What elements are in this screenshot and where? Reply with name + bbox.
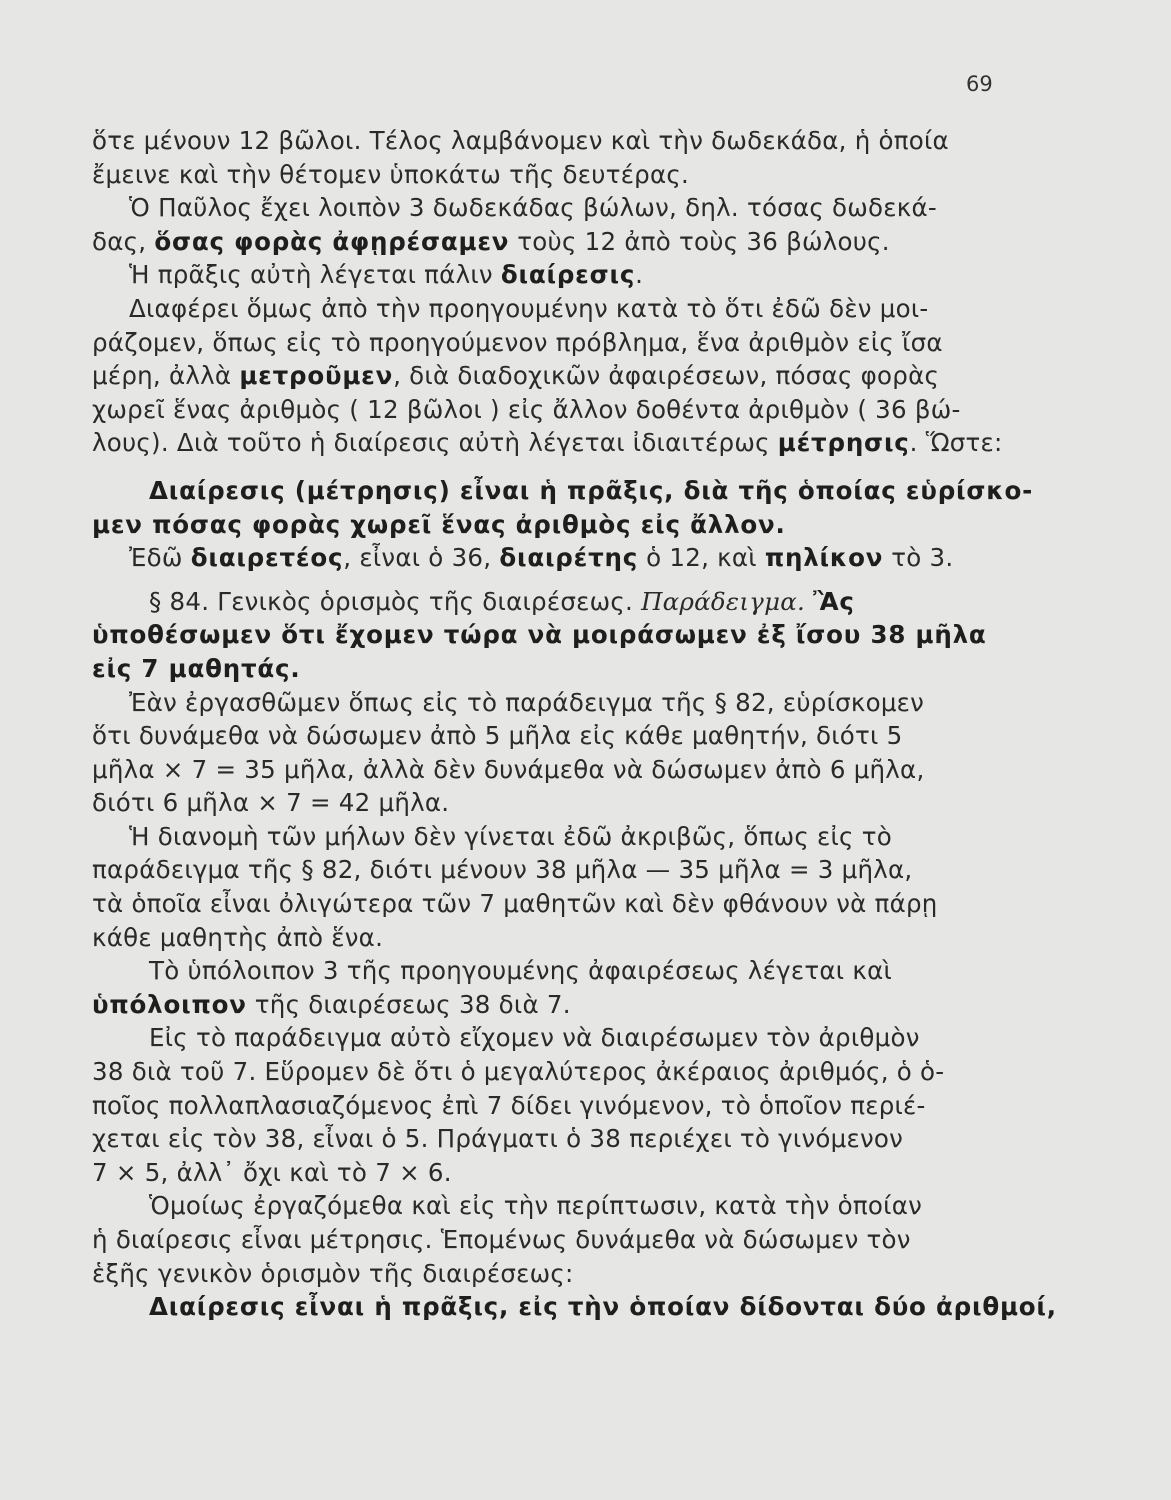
text-line bbox=[92, 1122, 1000, 1156]
line-text: ὅτε μένουν 12 βῶλοι. Τέλος λαμβάνομεν καὶ τὴν δωδεκάδα, ἡ ὁποία bbox=[92, 126, 949, 155]
bold-term: ὑπόλοιπον bbox=[92, 989, 247, 1019]
line-text: τοὺς 12 ἀπὸ τοὺς 36 βώλους. bbox=[509, 226, 890, 256]
page-text bbox=[92, 124, 1057, 1324]
line-text: ἑξῆς γενικὸν ὁρισμὸν τῆς διαιρέσεως: bbox=[92, 1258, 574, 1288]
definition-text: Διαίρεσις εἶναι ἡ πρᾶξις, εἰς τὴν ὁποίαν δίδονται δύο ἀριθμοί, bbox=[149, 1292, 1057, 1322]
line-text: , διὰ διαδοχικῶν ἀφαιρέσεων, πόσας φορὰς bbox=[393, 361, 940, 391]
definition-line bbox=[92, 1290, 1057, 1324]
line-text: λους). Διὰ τοῦτο ἡ διαίρεσις αὐτὴ λέγεται ἰδιαιτέρως bbox=[92, 428, 778, 458]
definition-line bbox=[92, 474, 1034, 508]
definition-text: Διαίρεσις (μέτρησις) εἶναι ἡ πρᾶξις, διὰ τῆς ὁποίας εὑρίσκο- bbox=[149, 475, 1034, 505]
text-line bbox=[92, 719, 1000, 753]
line-text: χωρεῖ ἕνας ἀριθμὸς ( 12 βῶλοι ) εἰς ἄλλον δοθέντα ἀριθμὸν ( 36 βώ- bbox=[92, 394, 961, 424]
line-text: Ὁμοίως ἐργαζόμεθα καὶ εἰς τὴν περίπτωσιν, κατὰ τὴν ὁποίαν bbox=[149, 1191, 923, 1221]
line-text: τὰ ὁποῖα εἶναι ὀλιγώτερα τῶν 7 μαθητῶν καὶ δὲν φθάνουν νὰ πάρῃ bbox=[92, 889, 938, 919]
definition-line bbox=[92, 508, 1000, 542]
bold-term: διαιρετέος bbox=[190, 543, 344, 573]
text-line bbox=[92, 541, 1000, 575]
bold-term: μέτρησις bbox=[777, 428, 910, 458]
text-line bbox=[92, 326, 1000, 360]
text-line bbox=[92, 191, 1000, 225]
line-text: ὑποθέσωμεν ὅτι ἔχομεν τώρα νὰ μοιράσωμεν ἐξ ἴσου 38 μῆλα bbox=[92, 620, 987, 650]
line-text: Ἡ πρᾶξις αὐτὴ λέγεται πάλιν bbox=[129, 260, 501, 290]
text-line bbox=[92, 1055, 1000, 1089]
line-text: Ἐὰν ἐργασθῶμεν ὅπως εἰς τὸ παράδειγμα τῆς § 82, εὑρίσκομεν bbox=[129, 687, 925, 717]
line-text: παράδειγμα τῆς § 82, διότι μένουν 38 μῆλα — 35 μῆλα = 3 μῆλα, bbox=[92, 855, 913, 885]
line-text: ὁ 12, καὶ bbox=[638, 543, 765, 573]
line-text: Ἐδῶ bbox=[129, 543, 191, 573]
line-text: Τὸ ὑπόλοιπον 3 τῆς προηγουμένης ἀφαιρέσεως λέγεται καὶ bbox=[149, 956, 893, 986]
text-line bbox=[92, 258, 1000, 292]
text-line bbox=[92, 1223, 1000, 1257]
page-number: 69 bbox=[966, 72, 993, 96]
line-text: 7 × 5, ἀλλ᾽ ὄχι καὶ τὸ 7 × 6. bbox=[92, 1157, 452, 1187]
definition-text: μεν πόσας φορὰς χωρεῖ ἕνας ἀριθμὸς εἰς ἄλλον. bbox=[92, 509, 786, 539]
line-text: ράζομεν, ὅπως εἰς τὸ προηγούμενον πρόβλημα, ἕνα ἀριθμὸν εἰς ἴσα bbox=[92, 327, 943, 357]
text-line bbox=[92, 124, 1000, 158]
text-line bbox=[92, 686, 1000, 720]
line-text: ἔμεινε καὶ τὴν θέτομεν ὑποκάτω τῆς δευτέρας. bbox=[92, 159, 690, 189]
line-text: ἡ διαίρεσις εἶναι μέτρησις. Ἑπομένως δυνάμεθα νὰ δώσωμεν τὸν bbox=[92, 1225, 911, 1254]
text-line bbox=[92, 1021, 1000, 1055]
line-text: εἰς 7 μαθητάς. bbox=[92, 653, 301, 683]
line-text: 38 διὰ τοῦ 7. Εὕρομεν δὲ ὅτι ὁ μεγαλύτερος ἀκέραιος ἀριθμός, ὁ ὁ- bbox=[92, 1057, 945, 1087]
line-text: . Ὥστε: bbox=[909, 428, 1003, 458]
text-line bbox=[92, 393, 1000, 427]
text-line bbox=[92, 652, 1000, 686]
bold-term: πηλίκον bbox=[764, 543, 884, 573]
italic-term: Παράδειγμα. bbox=[641, 586, 806, 616]
bold-term: διαίρεσις bbox=[500, 260, 636, 290]
line-text: τὸ 3. bbox=[883, 543, 954, 573]
section-title: § 84. Γενικὸς ὁρισμὸς τῆς διαιρέσεως. bbox=[149, 586, 642, 616]
text-line bbox=[92, 1156, 1000, 1190]
bold-term: ὅσας φορὰς ἀφῃρέσαμεν bbox=[154, 226, 510, 256]
text-line bbox=[92, 292, 1000, 326]
line-text: δας, bbox=[92, 226, 155, 256]
line-text: χεται εἰς τὸν 38, εἶναι ὁ 5. Πράγματι ὁ 38 περιέχει τὸ γινόμενον bbox=[92, 1124, 904, 1154]
text-line bbox=[92, 887, 1000, 921]
line-text: μέρη, ἀλλὰ bbox=[92, 361, 240, 391]
text-line bbox=[92, 820, 1000, 854]
line-text: μῆλα × 7 = 35 μῆλα, ἀλλὰ δὲν δυνάμεθα νὰ δώσωμεν ἀπὸ 6 μῆλα, bbox=[92, 754, 925, 784]
text-line bbox=[92, 618, 1000, 652]
text-line bbox=[92, 853, 1000, 887]
text-line bbox=[92, 786, 1000, 820]
text-line bbox=[92, 1257, 1000, 1291]
line-text: . bbox=[635, 260, 644, 290]
text-line bbox=[92, 1189, 1000, 1223]
line-text: Ὁ Παῦλος ἔχει λοιπὸν 3 δωδεκάδας βώλων, δηλ. τόσας δωδεκά- bbox=[129, 193, 937, 223]
line-text: τῆς διαιρέσεως 38 διὰ 7. bbox=[246, 989, 571, 1019]
bold-term: διαιρέτης bbox=[499, 543, 639, 573]
line-text: ὅτι δυνάμεθα νὰ δώσωμεν ἀπὸ 5 μῆλα εἰς κάθε μαθητήν, διότι 5 bbox=[92, 721, 903, 751]
text-line bbox=[92, 954, 1000, 988]
bold-term: μετροῦμεν bbox=[239, 361, 394, 391]
line-text bbox=[805, 587, 813, 616]
text-line bbox=[92, 921, 1000, 955]
text-line bbox=[92, 225, 1000, 259]
text-line bbox=[92, 359, 1000, 393]
line-text: Ἡ διανομὴ τῶν μήλων δὲν γίνεται ἐδῶ ἀκριβῶς, ὅπως εἰς τὸ bbox=[129, 821, 892, 851]
line-text: , εἶναι ὁ 36, bbox=[343, 543, 500, 573]
text-line bbox=[92, 426, 1003, 460]
bold-term: Ἂς bbox=[813, 586, 855, 616]
line-text: κάθε μαθητὴς ἀπὸ ἕνα. bbox=[92, 922, 384, 952]
line-text: διότι 6 μῆλα × 7 = 42 μῆλα. bbox=[92, 788, 450, 818]
text-line bbox=[92, 753, 1000, 787]
text-line bbox=[92, 1089, 1000, 1123]
section-heading bbox=[92, 585, 1000, 619]
text-line bbox=[92, 988, 1000, 1022]
line-text: ποῖος πολλαπλασιαζόμενος ἐπὶ 7 δίδει γινόμενον, τὸ ὁποῖον περιέ- bbox=[92, 1090, 926, 1120]
line-text: Εἰς τὸ παράδειγμα αὐτὸ εἴχομεν νὰ διαιρέσωμεν τὸν ἀριθμὸν bbox=[149, 1023, 920, 1053]
line-text: Διαφέρει ὅμως ἀπὸ τὴν προηγουμένην κατὰ τὸ ὅτι ἐδῶ δὲν μοι- bbox=[129, 293, 929, 323]
text-line bbox=[92, 158, 1000, 192]
